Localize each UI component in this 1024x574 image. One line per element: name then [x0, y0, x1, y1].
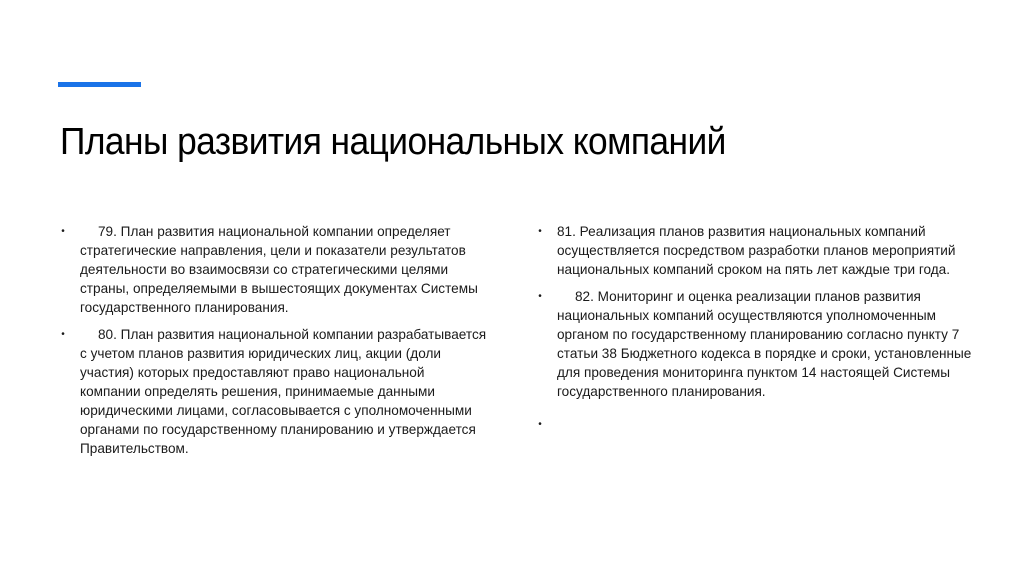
- bullet-text: 79. План развития национальной компании определяет стратегические направления, цели и показатели результатов деятельности во взаимосвязи со стратегическими целями страны, определяемыми в вышестоящих документах Системы государственного планирования.: [80, 224, 478, 315]
- bullet-text: 82. Мониторинг и оценка реализации планов развития национальных компаний осуществляются уполномоченным органом по государственному планированию согласно пункту 7 статьи 38 Бюджетного кодекса в порядке и сроки, установленные для проведения мониторинга пунктом 14 настоящей Системы государственного планирования.: [557, 289, 972, 399]
- bullet-icon: •: [538, 226, 542, 237]
- bullet-text: 81. Реализация планов развития национальных компаний осуществляется посредством разработки планов мероприятий национальных компаний сроком на пять лет каждые три года.: [557, 224, 956, 277]
- bullet-item-empty: [535, 415, 975, 434]
- slide-title: Планы развития национальных компаний: [60, 121, 726, 163]
- bullet-item-81: [535, 222, 975, 279]
- bullet-icon: •: [538, 419, 542, 430]
- bullet-item-82: [535, 287, 975, 401]
- bullet-icon: •: [61, 226, 65, 237]
- left-column: [58, 222, 488, 466]
- bullet-text: 80. План развития национальной компании разрабатывается с учетом планов развития юридических лиц, акции (доли участия) которых предоставляют право национальной компании определять решения, принимаемые данными юридическими лицами, согласовывается с уполномоченными органами по государственному планированию и утверждается Правительством.: [80, 327, 487, 456]
- right-column: [535, 222, 975, 442]
- title-accent-bar: [58, 82, 141, 87]
- bullet-item-79: [58, 222, 488, 317]
- bullet-icon: •: [61, 329, 65, 340]
- bullet-icon: •: [538, 291, 542, 302]
- bullet-item-80: [58, 325, 488, 458]
